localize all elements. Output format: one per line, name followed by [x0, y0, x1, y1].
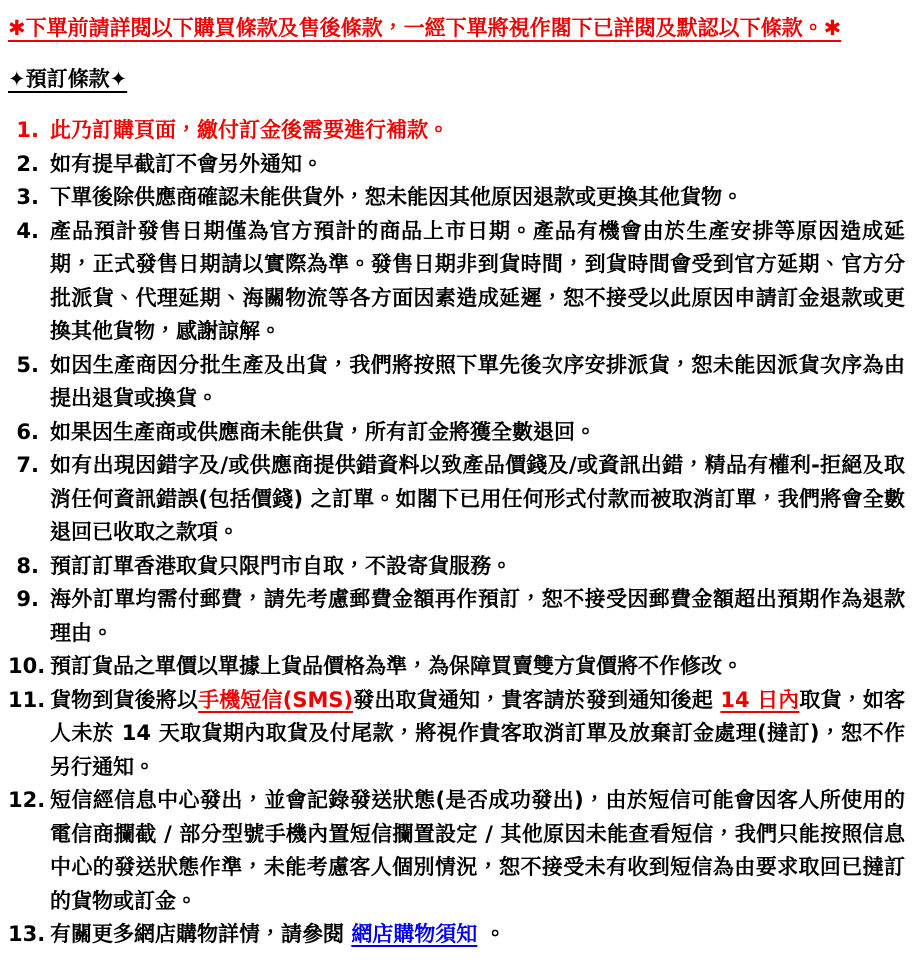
term-segment: 短信經信息中心發出，並會記錄發送狀態(是否成功發出)，由於短信可能會因客人所使用的電信商攔截 / 部分型號手機內置短信攔置設定 / 其他原因未能查看短信，我們只能按照信息中心的發送狀態作準，未能考慮客人個別情況，恕不接受未有收到短信為由要求取回已撻訂的貨物或訂金。 — [50, 788, 905, 913]
term-item — [8, 114, 905, 148]
highlighted-term: 14 日內 — [720, 687, 800, 712]
term-text — [50, 114, 905, 148]
term-segment: 下單後除供應商確認未能供貨外，恕未能因其他原因退款或更換其他貨物。 — [50, 185, 743, 209]
term-text — [50, 650, 905, 684]
term-item — [8, 583, 905, 650]
highlighted-term: 手機短信(SMS) — [198, 687, 354, 712]
preorder-terms-title: ✦預訂條款✦ — [8, 67, 128, 91]
term-segment: 貨物到貨後將以 — [50, 687, 199, 712]
term-text — [50, 550, 905, 584]
term-number: 12. — [8, 788, 46, 812]
term-item — [8, 918, 905, 952]
shop-notice-link[interactable]: 網店購物須知 — [351, 922, 478, 946]
term-number: 5. — [16, 352, 39, 377]
term-item — [8, 148, 905, 182]
term-text — [50, 684, 905, 785]
term-segment: 如因生產商因分批生產及出貨，我們將按照下單先後次序安排派貨，恕未能因派貨次序為由提出退貨或換貨。 — [50, 352, 905, 410]
term-text — [50, 349, 905, 416]
term-item — [8, 784, 905, 918]
term-text — [50, 784, 905, 918]
term-number: 1. — [16, 118, 39, 142]
term-number: 4. — [16, 218, 39, 243]
term-number: 8. — [16, 553, 39, 578]
term-item — [8, 684, 905, 785]
term-item — [8, 650, 905, 684]
term-segment: 預訂貨品之單價以單據上貨品價格為準，為保障買賣雙方貨價將不作修改。 — [50, 654, 743, 678]
terms-list — [8, 114, 905, 952]
term-segment: 。 — [477, 922, 506, 946]
term-item — [8, 349, 905, 416]
term-segment: 此乃訂購頁面，繳付訂金後需要進行補款。 — [50, 118, 449, 142]
term-item — [8, 449, 905, 550]
term-text — [50, 416, 905, 450]
term-segment: 如有提早截訂不會另外通知。 — [50, 151, 323, 176]
term-number: 7. — [16, 453, 39, 477]
term-item — [8, 416, 905, 450]
term-segment: 海外訂單均需付郵費，請先考慮郵費金額再作預訂，恕不接受因郵費金額超出預期作為退款理由。 — [50, 587, 905, 645]
term-text — [50, 181, 905, 215]
term-item — [8, 215, 905, 349]
term-number: 11. — [8, 687, 46, 712]
term-text — [50, 918, 905, 952]
term-number: 9. — [16, 587, 39, 611]
term-text — [50, 583, 905, 650]
term-segment: 如有出現因錯字及/或供應商提供錯資料以致產品價錢及/或資訊出錯，精品有權利-拒絕及取消任何資訊錯誤(包括價錢) 之訂單。如閣下已用任何形式付款而被取消訂單，我們將會全數退回已收取之款項。 — [50, 453, 905, 544]
term-number: 10. — [8, 654, 46, 678]
term-text — [50, 449, 905, 550]
term-number: 3. — [16, 185, 39, 209]
term-segment: 如果因生產商或供應商未能供貨，所有訂金將獲全數退回。 — [50, 419, 596, 444]
term-number: 2. — [16, 151, 39, 176]
purchase-warning-heading: ✱下單前請詳閱以下購買條款及售後條款，一經下單將視作閣下已詳閱及默認以下條款。✱ — [8, 16, 842, 40]
term-item — [8, 550, 905, 584]
term-segment: 有關更多網店購物詳情，請參閱 — [50, 922, 352, 946]
term-number: 6. — [16, 419, 39, 444]
term-segment: 預訂訂單香港取貨只限門市自取，不設寄貨服務。 — [50, 553, 512, 578]
term-segment: 發出取貨通知，貴客請於發到通知後起 — [353, 687, 721, 712]
term-text — [50, 148, 905, 182]
term-text — [50, 215, 905, 349]
term-segment: 產品預計發售日期僅為官方預計的商品上市日期。產品有機會由於生產安排等原因造成延期，正式發售日期請以實際為準。發售日期非到貨時間，到貨時間會受到官方延期、官方分批派貨、代理延期、海關物流等各方面因素造成延遲，恕不接受以此原因申請訂金退款或更換其他貨物，感謝諒解。 — [50, 218, 905, 343]
term-number: 13. — [8, 922, 46, 946]
term-item — [8, 181, 905, 215]
term-segment: 取貨，如客人未於 14 天取貨期內取貨及付尾款，將視作貴客取消訂單及放棄訂金處理(撻訂)，恕不作另行通知。 — [50, 687, 906, 779]
